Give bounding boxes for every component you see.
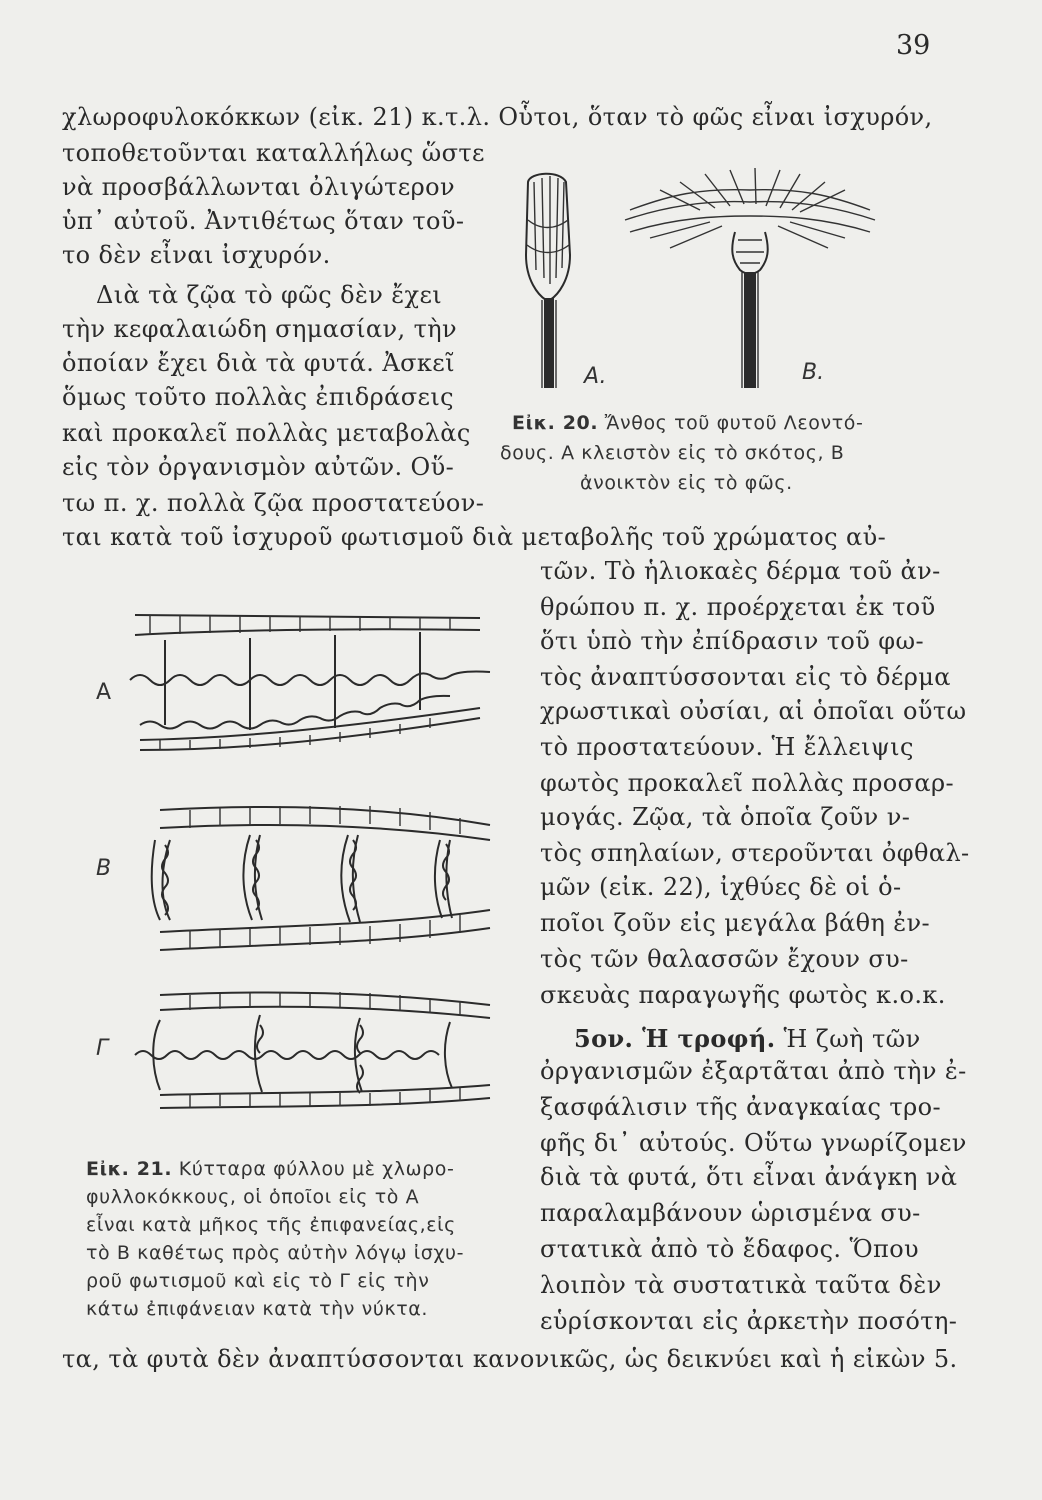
text-line: ποῖοι ζοῦν εἰς μεγάλα βάθη ἐν- xyxy=(540,909,931,937)
caption-text: Ἄνθος τοῦ φυτοῦ Λεοντό- xyxy=(598,412,864,434)
page-number: 39 xyxy=(896,30,931,61)
text-line: τὸς σπηλαίων, στεροῦνται ὀφθαλ- xyxy=(540,839,970,867)
text-line: τω π. χ. πολλὰ ζῷα προστατεύον- xyxy=(62,489,485,517)
figure-20-caption-line xyxy=(512,410,863,437)
text-line: Διὰ τὰ ζῷα τὸ φῶς δὲν ἔχει xyxy=(96,281,443,309)
closed-flower-drawing xyxy=(526,174,570,388)
text-line: φῆς δι᾿ αὐτούς. Οὕτω γνωρίζομεν xyxy=(540,1129,967,1157)
text-line: λοιπὸν τὰ συστατικὰ ταῦτα δὲν xyxy=(540,1271,942,1299)
text-line: ὑπ᾿ αὐτοῦ. Ἀντιθέτως ὅταν τοῦ- xyxy=(62,207,465,235)
cell-panel-a xyxy=(130,615,490,750)
section-heading-line xyxy=(574,1024,921,1054)
text-line: ται κατὰ τοῦ ἰσχυροῦ φωτισμοῦ διὰ μεταβολῆς τοῦ χρώματος αὐ- xyxy=(62,523,887,551)
text-line: Ἡ ζωὴ τῶν xyxy=(775,1025,921,1053)
section-heading: 5ον. Ἡ τροφή. xyxy=(574,1024,776,1053)
figure-20-illustration xyxy=(500,160,940,390)
text-line: ὁποίαν ἔχει διὰ τὰ φυτά. Ἀσκεῖ xyxy=(62,349,455,377)
figure-20-label-b: B. xyxy=(802,360,825,385)
caption-text: Κύτταρα φύλλου μὲ χλωρο- xyxy=(172,1158,455,1180)
text-line: εἰς τὸν ὀργανισμὸν αὐτῶν. Οὕ- xyxy=(62,453,455,481)
figure-21-caption-line: εἶναι κατὰ μῆκος τῆς ἐπιφανείας,εἰς xyxy=(86,1214,456,1236)
figure-21-caption-line: κάτω ἐπιφάνειαν κατὰ τὴν νύκτα. xyxy=(86,1298,429,1320)
text-line: ξασφάλισιν τῆς ἀναγκαίας τρο- xyxy=(540,1093,941,1121)
text-line: τὸς τῶν θαλασσῶν ἔχουν συ- xyxy=(540,945,909,973)
text-line: ὅτι ὑπὸ τὴν ἐπίδρασιν τοῦ φω- xyxy=(540,627,924,655)
text-line: τῶν. Τὸ ἡλιοκαὲς δέρμα τοῦ ἀν- xyxy=(540,557,941,585)
text-line: διὰ τὰ φυτά, ὅτι εἶναι ἀνάγκη νὰ xyxy=(540,1163,958,1191)
figure-21-caption-line: ροῦ φωτισμοῦ καὶ εἰς τὸ Γ εἰς τὴν xyxy=(86,1270,430,1292)
text-line: χρωστικαὶ οὐσίαι, αἱ ὁποῖαι οὕτω xyxy=(540,697,967,725)
figure-21-caption-number: Εἰκ. 21. xyxy=(86,1158,173,1180)
cell-panel-g xyxy=(135,992,490,1108)
figure-20-caption-line: δους. Α κλειστὸν εἰς τὸ σκότος, Β xyxy=(500,442,845,464)
figure-21-illustration xyxy=(120,600,500,1110)
text-line: παραλαμβάνουν ὡρισμένα συ- xyxy=(540,1199,921,1227)
figure-20-caption-line: ἀνοικτὸν εἰς τὸ φῶς. xyxy=(580,472,793,494)
open-flower-drawing xyxy=(625,168,875,388)
figure-20-label-a: A. xyxy=(584,364,607,389)
text-line: στατικὰ ἀπὸ τὸ ἔδαφος. Ὅπου xyxy=(540,1235,920,1263)
figure-21-label-b: B xyxy=(96,856,112,881)
text-line: το δὲν εἶναι ἰσχυρόν. xyxy=(62,241,331,269)
text-line: τὴν κεφαλαιώδη σημασίαν, τὴν xyxy=(62,315,458,343)
text-line: θρώπου π. χ. προέρχεται ἐκ τοῦ xyxy=(540,593,936,621)
text-line: μογάς. Ζῷα, τὰ ὁποῖα ζοῦν ν- xyxy=(540,803,911,831)
text-line: τὸ προστατεύουν. Ἡ ἔλλειψις xyxy=(540,733,914,761)
text-line: εὑρίσκονται εἰς ἀρκετὴν ποσότη- xyxy=(540,1307,958,1335)
figure-21-label-g: Γ xyxy=(96,1036,109,1061)
text-line: μῶν (εἰκ. 22), ἰχθύες δὲ οἱ ὁ- xyxy=(540,873,902,901)
figure-20-caption-number: Εἰκ. 20. xyxy=(512,412,599,434)
text-line: σκευὰς παραγωγῆς φωτὸς κ.ο.κ. xyxy=(540,981,946,1009)
text-line: ὅμως τοῦτο πολλὰς ἐπιδράσεις xyxy=(62,383,454,411)
figure-21-caption-line: τὸ Β καθέτως πρὸς αὐτὴν λόγῳ ἰσχυ- xyxy=(86,1242,465,1264)
text-line: ὀργανισμῶν ἐξαρτᾶται ἀπὸ τὴν ἐ- xyxy=(540,1057,967,1085)
text-line: φωτὸς προκαλεῖ πολλὰς προσαρ- xyxy=(540,769,955,797)
figure-21-caption-line xyxy=(86,1156,454,1183)
text-line: χλωροφυλοκόκκων (εἰκ. 21) κ.τ.λ. Οὗτοι, ὅταν τὸ φῶς εἶναι ἰσχυρόν, xyxy=(62,103,933,131)
figure-21-label-a: A xyxy=(96,680,112,705)
text-line: νὰ προσβάλλωνται ὀλιγώτερον xyxy=(62,173,455,201)
text-line: καὶ προκαλεῖ πολλὰς μεταβολὰς xyxy=(62,419,471,447)
text-line: τοποθετοῦνται καταλλήλως ὥστε xyxy=(62,139,485,167)
text-line: τα, τὰ φυτὰ δὲν ἀναπτύσσονται κανονικῶς, ὡς δεικνύει καὶ ἡ εἰκὼν 5. xyxy=(62,1345,958,1373)
figure-21-caption-line: φυλλοκόκκους, οἱ ὁποῖοι εἰς τὸ Α xyxy=(86,1186,420,1208)
cell-panel-b xyxy=(152,806,490,950)
text-line: τὸς ἀναπτύσσονται εἰς τὸ δέρμα xyxy=(540,663,951,691)
